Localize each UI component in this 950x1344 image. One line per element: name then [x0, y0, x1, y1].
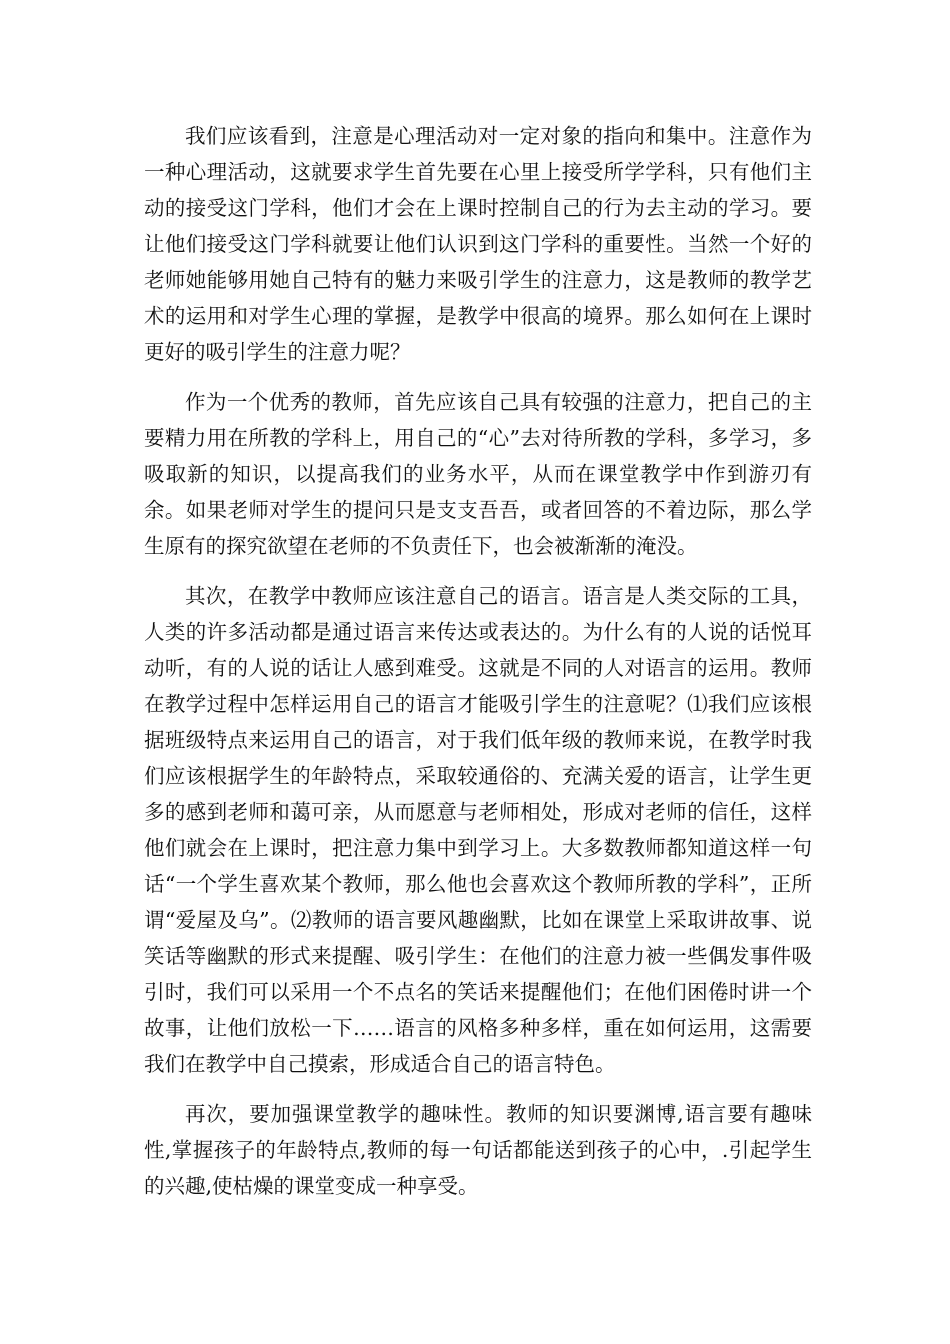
paragraph-classroom-interest: 再次，要加强课堂教学的趣味性。教师的知识要渊博,语言要有趣味性,掌握孩子的年龄特点,教师的每一句话都能送到孩子的心中，.引起学生的兴趣,使枯燥的课堂变成一种享受。: [144, 1102, 812, 1198]
paragraph-attention-definition: 我们应该看到，注意是心理活动对一定对象的指向和集中。注意作为一种心理活动，这就要求学生首先要在心里上接受所学学科，只有他们主动的接受这门学科，他们才会在上课时控制自己的行为去主动的学习。要让他们接受这门学科就要让他们认识到这门学科的重要性。当然一个好的老师她能够用她自己特有的魅力来吸引学生的注意力，这是教师的教学艺术的运用和对学生心理的掌握，是教学中很高的境界。那么如何在上课时更好的吸引学生的注意力呢？: [144, 124, 812, 364]
document-body: [144, 118, 812, 1218]
paragraph-teacher-language: 其次，在教学中教师应该注意自己的语言。语言是人类交际的工具，人类的许多活动都是通过语言来传达或表达的。为什么有的人说的话悦耳动听，有的人说的话让人感到难受。这就是不同的人对语言的运用。教师在教学过程中怎样运用自己的语言才能吸引学生的注意呢？⑴我们应该根据班级特点来运用自己的语言，对于我们低年级的教师来说，在教学时我们应该根据学生的年龄特点，采取较通俗的、充满关爱的语言，让学生更多的感到老师和蔼可亲，从而愿意与老师相处，形成对老师的信任，这样他们就会在上课时，把注意力集中到学习上。大多数教师都知道这样一句话“一个学生喜欢某个教师，那么他也会喜欢这个教师所教的学科”，正所谓“爱屋及乌”。⑵教师的语言要风趣幽默，比如在课堂上采取讲故事、说笑话等幽默的形式来提醒、吸引学生：在他们的注意力被一些偶发事件吸引时，我们可以采用一个不点名的笑话来提醒他们；在他们困倦时讲一个故事，让他们放松一下……语言的风格多种多样，重在如何运用，这需要我们在教学中自己摸索，形成适合自己的语言特色。: [144, 584, 812, 1076]
paragraph-teacher-attention: 作为一个优秀的教师，首先应该自己具有较强的注意力，把自己的主要精力用在所教的学科上，用自己的“心”去对待所教的学科，多学习，多吸取新的知识，以提高我们的业务水平，从而在课堂教学中作到游刃有余。如果老师对学生的提问只是支支吾吾，或者回答的不着边际，那么学生原有的探究欲望在老师的不负责任下，也会被渐渐的淹没。: [144, 390, 812, 558]
